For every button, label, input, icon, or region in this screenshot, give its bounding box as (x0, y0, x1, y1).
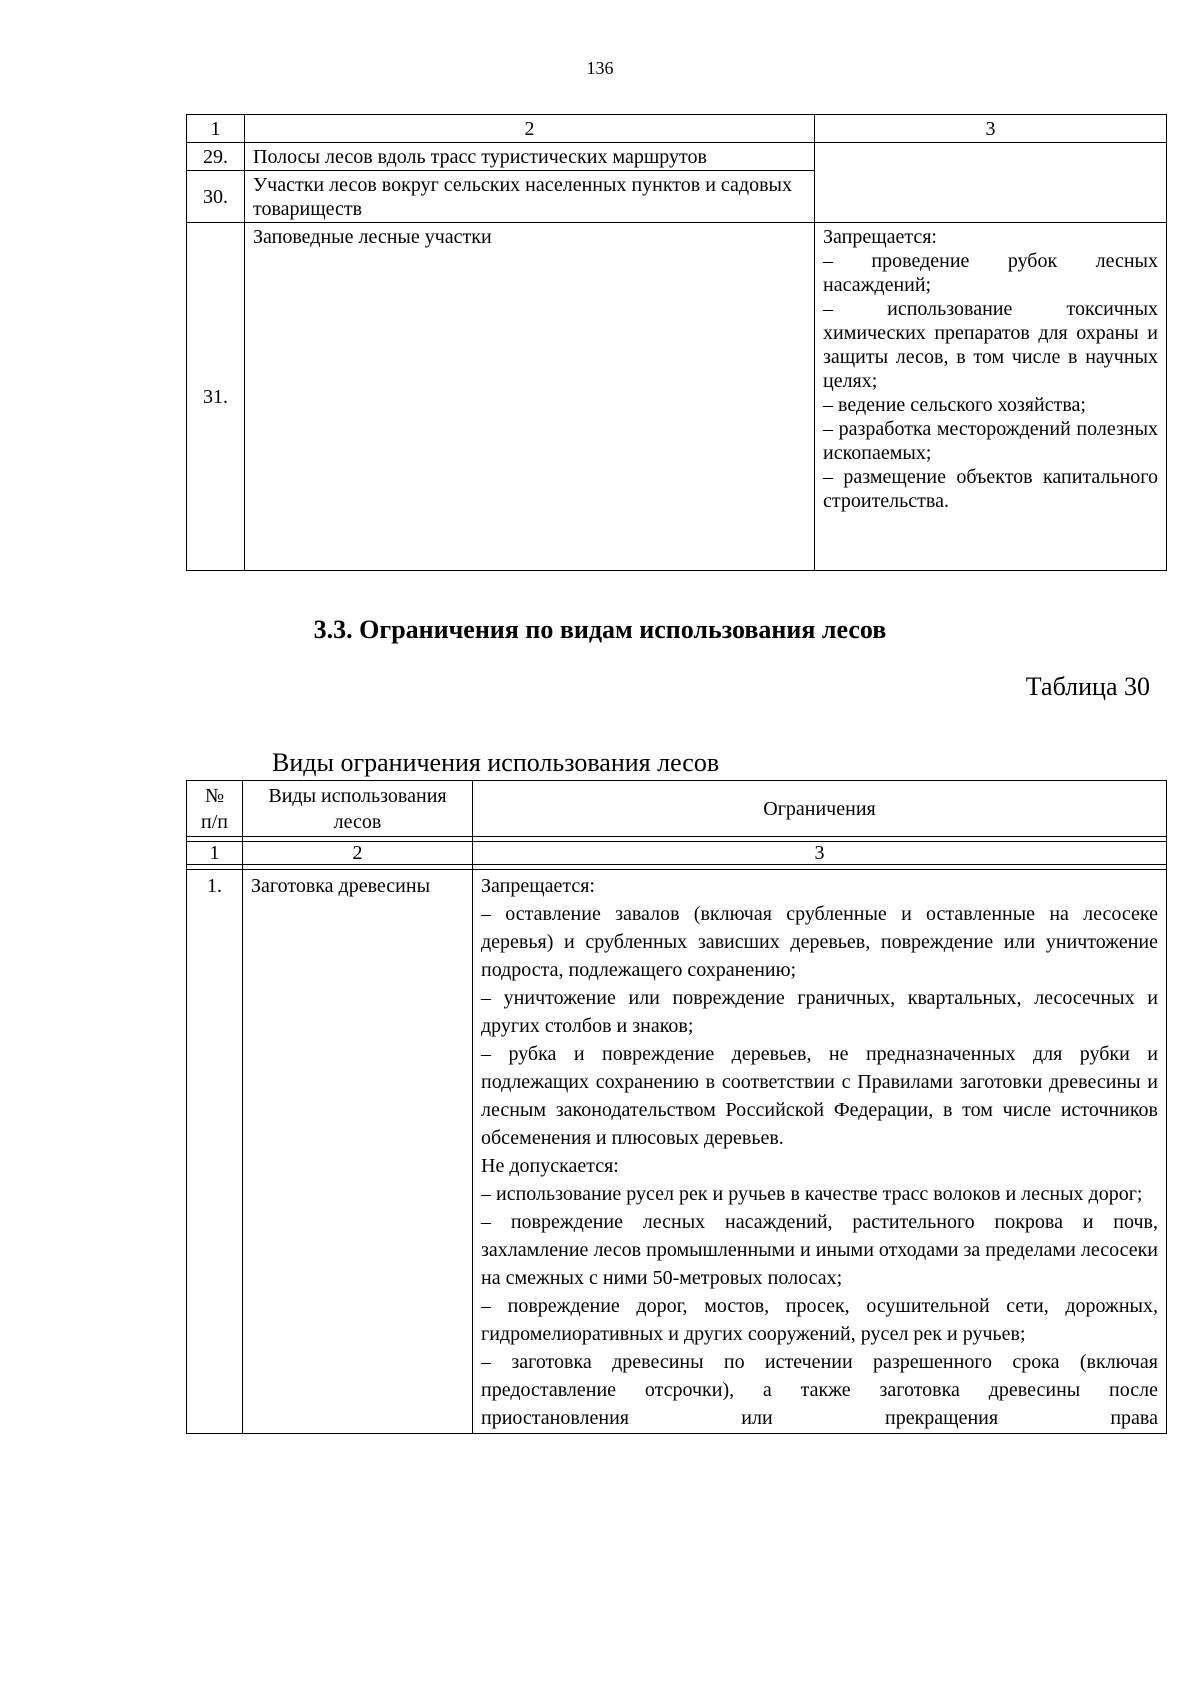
table-row (187, 870, 1167, 1434)
header-number: № п/п (187, 781, 243, 837)
forest-category-name: Заповедные лесные участки (245, 223, 815, 571)
use-type-name: Заготовка древесины (243, 870, 473, 1434)
header-use-type: Виды использования лесов (243, 781, 473, 837)
forest-restrictions-table-continued (186, 114, 1167, 571)
row-number: 1. (187, 870, 243, 1434)
column-number-3: 3 (815, 115, 1167, 143)
column-number-2: 2 (243, 842, 473, 865)
not-allowed-item: – повреждение дорог, мостов, просек, осушительной сети, дорожных, гидромелиоративных и других сооружений, русел рек и ручьев; (481, 1295, 1158, 1345)
column-number-3: 3 (473, 842, 1167, 865)
column-number-1: 1 (187, 842, 243, 865)
restriction-item: – разработка месторождений полезных ископаемых; (823, 418, 1158, 464)
column-number-1: 1 (187, 115, 245, 143)
header-restrictions: Ограничения (473, 781, 1167, 837)
section-title: 3.3. Ограничения по видам использования лесов (313, 615, 887, 644)
column-number-2: 2 (245, 115, 815, 143)
not-allowed-item: – использование русел рек и ручьев в качестве трасс волоков и лесных дорог; (481, 1183, 1143, 1205)
restrictions-cell-empty (815, 143, 1167, 223)
row-number: 30. (187, 171, 245, 223)
table-row (187, 223, 1167, 571)
row-number: 29. (187, 143, 245, 171)
table-number-label: Таблица 30 (1025, 672, 1150, 701)
restriction-item: – размещение объектов капитального строительства. (823, 466, 1158, 512)
page-number: 136 (586, 58, 614, 78)
not-allowed-title: Не допускается: (481, 1155, 619, 1177)
prohibited-item: – уничтожение или повреждение граничных, квартальных, лесосечных и других столбов и знаков; (481, 987, 1158, 1037)
restriction-item: – использование токсичных химических препаратов для охраны и защиты лесов, в том числе в научных целях; (823, 298, 1158, 392)
table-row (187, 143, 1167, 171)
column-numbers-row (187, 842, 1167, 865)
not-allowed-item: – заготовка древесины по истечении разрешенного срока (включая предоставление отсрочки), а также заготовка древесины после приостановления или прекращения права (481, 1351, 1158, 1429)
restriction-item: – проведение рубок лесных насаждений; (823, 250, 1158, 296)
not-allowed-item: – повреждение лесных насаждений, растительного покрова и почв, захламление лесов промышленными и иными отходами за пределами лесосеки на смежных с ними 50-метровых полосах; (481, 1211, 1158, 1289)
table-header-row (187, 781, 1167, 837)
forest-category-name: Полосы лесов вдоль трасс туристических маршрутов (245, 143, 815, 171)
restrictions-cell (815, 223, 1167, 571)
restrictions-cell (473, 870, 1167, 1434)
table-header-row (187, 115, 1167, 143)
restriction-item: – ведение сельского хозяйства; (823, 394, 1086, 416)
restriction-title: Запрещается: (823, 226, 937, 248)
prohibited-item: – оставление завалов (включая срубленные и оставленные на лесосеке деревья) и срубленных зависших деревьев, повреждение или уничтожение подроста, подлежащего сохранению; (481, 903, 1158, 981)
prohibited-title: Запрещается: (481, 875, 595, 897)
row-number: 31. (187, 223, 245, 571)
prohibited-item: – рубка и повреждение деревьев, не предназначенных для рубки и подлежащих сохранению в соответствии с Правилами заготовки древесины и лесным законодательством Российской Федерации, в том числе источников обсеменения и плюсовых деревьев. (481, 1043, 1158, 1149)
forest-category-name: Участки лесов вокруг сельских населенных пунктов и садовых товариществ (245, 171, 815, 223)
table-caption: Виды ограничения использования лесов (272, 748, 720, 777)
forest-use-restrictions-table (186, 780, 1167, 1434)
